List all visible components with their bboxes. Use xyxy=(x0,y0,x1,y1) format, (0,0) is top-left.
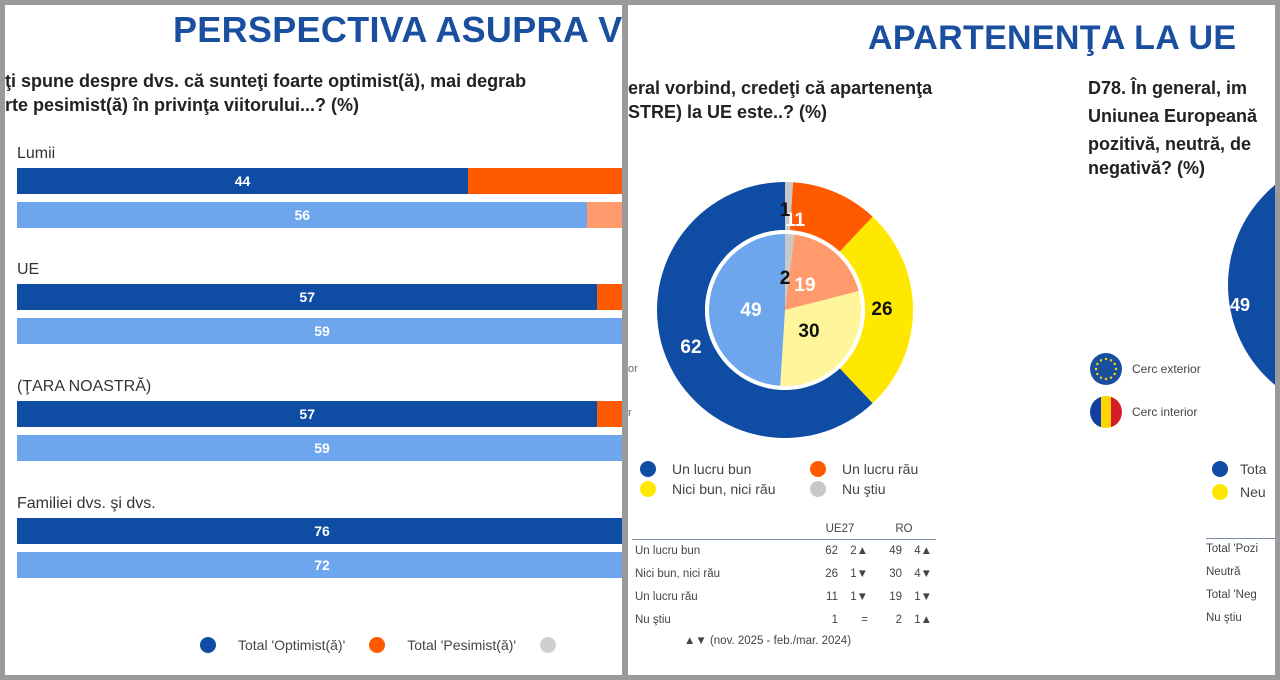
second-donut-partial xyxy=(1228,155,1275,415)
pesimist-segment xyxy=(468,168,622,194)
cell-ue27_chg: 1▼ xyxy=(850,568,868,580)
legend-label: Tota xyxy=(1240,461,1267,477)
donut-value-label: 62 xyxy=(680,337,702,358)
donut-value-label: 2 xyxy=(779,268,791,289)
legend-label: Nu ştiu xyxy=(842,481,886,497)
legend-label: Cerc interior xyxy=(1132,405,1198,419)
legend-inner-circle xyxy=(1090,396,1197,428)
legend-dont-know xyxy=(810,481,950,497)
blue-dot-icon xyxy=(200,637,216,653)
legend-label: Un lucru bun xyxy=(672,461,752,477)
table-row xyxy=(632,609,936,632)
pesimist-segment xyxy=(597,284,622,310)
legend-label: Un lucru rău xyxy=(842,461,919,477)
group-label: (ŢARA NOASTRĂ) xyxy=(17,378,152,395)
cell-ue27_chg: 1▼ xyxy=(850,591,868,603)
question-line-1: ţi spune despre dvs. că sunteţi foarte optimist(ă), mai degrab xyxy=(5,71,527,91)
grey-dot-icon xyxy=(540,637,556,653)
bar-ue27 xyxy=(17,284,622,310)
cell-ro_chg: 1▼ xyxy=(914,591,932,603)
optimist-segment: 76 xyxy=(17,518,622,544)
table-row xyxy=(632,563,936,586)
cell-label: Nici bun, nici rău xyxy=(635,568,721,580)
group-label: UE xyxy=(17,261,40,278)
legend-optimist xyxy=(200,637,345,653)
cell-ro: 2 xyxy=(895,614,902,626)
blue-dot-icon xyxy=(1212,461,1228,477)
group-label: Lumii xyxy=(17,145,56,162)
eu-membership-panel xyxy=(628,5,1275,675)
donut-value-label: 30 xyxy=(798,321,820,342)
cell-ue27: 62 xyxy=(825,545,838,558)
table-label: Nu ştiu xyxy=(1206,612,1242,624)
optimist-segment: 57 xyxy=(17,401,597,427)
cell-ue27: 26 xyxy=(825,568,838,580)
donut-chart xyxy=(635,160,935,460)
bar-ue27 xyxy=(17,168,622,194)
cell-ue27: 11 xyxy=(826,591,838,603)
cut-text: r xyxy=(628,407,632,419)
change-note: ▲▼ (nov. 2025 - feb./mar. 2024) xyxy=(684,635,852,647)
divider xyxy=(1206,538,1275,539)
pesimist-segment xyxy=(597,401,622,427)
table-label: Total 'Pozi xyxy=(1206,543,1259,555)
col-ue27: UE27 xyxy=(825,523,855,535)
legend-bad xyxy=(810,461,950,477)
cell-ro_chg: 4▼ xyxy=(914,568,932,580)
cell-label: Un lucru bun xyxy=(635,545,701,558)
cell-ue27: 1 xyxy=(831,614,838,626)
yellow-dot-icon xyxy=(1212,484,1228,500)
donut-value-label: 11 xyxy=(784,210,806,231)
donut-value-label: 49 xyxy=(740,300,762,321)
table-label: Neutră xyxy=(1206,566,1241,578)
legend-outer-circle xyxy=(1090,353,1201,385)
legend-label: Total 'Optimist(ă)' xyxy=(238,637,346,653)
blue-dot-icon xyxy=(640,461,656,477)
optimist-segment: 59 xyxy=(17,435,622,461)
bar-ue27 xyxy=(17,401,622,427)
legend-label: Cerc exterior xyxy=(1132,362,1201,376)
question2-line-2: Uniunea Europeană xyxy=(1088,106,1258,126)
legend-neutral xyxy=(640,481,810,497)
pie-legend xyxy=(640,461,950,497)
pesimist-segment xyxy=(587,202,622,228)
optimist-segment: 59 xyxy=(17,318,622,344)
table-label: Total 'Neg xyxy=(1206,589,1257,601)
yellow-dot-icon xyxy=(640,481,656,497)
legend-label: Neu xyxy=(1240,484,1266,500)
second-donut-value: 49 xyxy=(1230,295,1251,315)
question-line-1: eral vorbind, credeţi că apartenenţa xyxy=(628,78,933,98)
grey-dot-icon xyxy=(810,481,826,497)
optimism-panel xyxy=(5,5,622,675)
cell-ro_chg: 4▲ xyxy=(914,545,932,558)
optimist-segment: 57 xyxy=(17,284,597,310)
orange-dot-icon xyxy=(369,637,385,653)
col-ro: RO xyxy=(895,523,913,535)
donut-value-label: 19 xyxy=(794,275,816,296)
table-row xyxy=(632,540,936,563)
question-line-2: rte pesimist(ă) în privinţa viitorului...? (%) xyxy=(5,95,360,115)
legend-label: Total 'Pesimist(ă)' xyxy=(407,637,517,653)
orange-dot-icon xyxy=(810,461,826,477)
bar-ro xyxy=(17,552,622,578)
question2-line-1: D78. În general, im xyxy=(1088,78,1248,98)
cell-label: Nu ştiu xyxy=(635,614,671,626)
cell-ro: 49 xyxy=(889,545,902,558)
bar-ro xyxy=(17,435,622,461)
cell-ue27_chg: 2▲ xyxy=(850,545,868,558)
panel-title: PERSPECTIVA ASUPRA V xyxy=(173,9,622,50)
legend-good xyxy=(640,461,810,477)
cell-label: Un lucru rău xyxy=(635,591,698,603)
cell-ro: 19 xyxy=(889,591,902,603)
stats-table xyxy=(632,523,936,632)
donut-value-label: 1 xyxy=(779,200,791,221)
optimist-segment: 56 xyxy=(17,202,587,228)
cell-ro: 30 xyxy=(889,568,902,580)
bar-legend xyxy=(200,637,556,653)
question2-line-3: pozitivă, neutră, de xyxy=(1088,134,1252,154)
romania-flag-icon xyxy=(1090,396,1122,428)
eu-flag-icon xyxy=(1090,353,1122,385)
group-label: Familiei dvs. şi dvs. xyxy=(17,495,156,512)
question2-line-4: negativă? (%) xyxy=(1088,158,1206,178)
legend-pesimist xyxy=(369,637,516,653)
question-line-2: STRE) la UE este..? (%) xyxy=(628,102,828,122)
donut-value-label: 26 xyxy=(871,299,893,320)
cut-text: or xyxy=(628,363,638,375)
panel-title: APARTENENŢA LA UE xyxy=(868,19,1237,57)
bar-ue27 xyxy=(17,518,622,544)
second-legend-item xyxy=(1212,461,1266,477)
bar-ro xyxy=(17,202,622,228)
optimist-segment: 72 xyxy=(17,552,622,578)
second-legend-item xyxy=(1212,484,1266,500)
cell-ro_chg: 1▲ xyxy=(914,614,932,626)
legend-label: Nici bun, nici rău xyxy=(672,481,776,497)
optimist-segment: 44 xyxy=(17,168,468,194)
cell-ue27_chg: = xyxy=(861,614,868,626)
table-row xyxy=(632,586,936,609)
bar-ro xyxy=(17,318,622,344)
